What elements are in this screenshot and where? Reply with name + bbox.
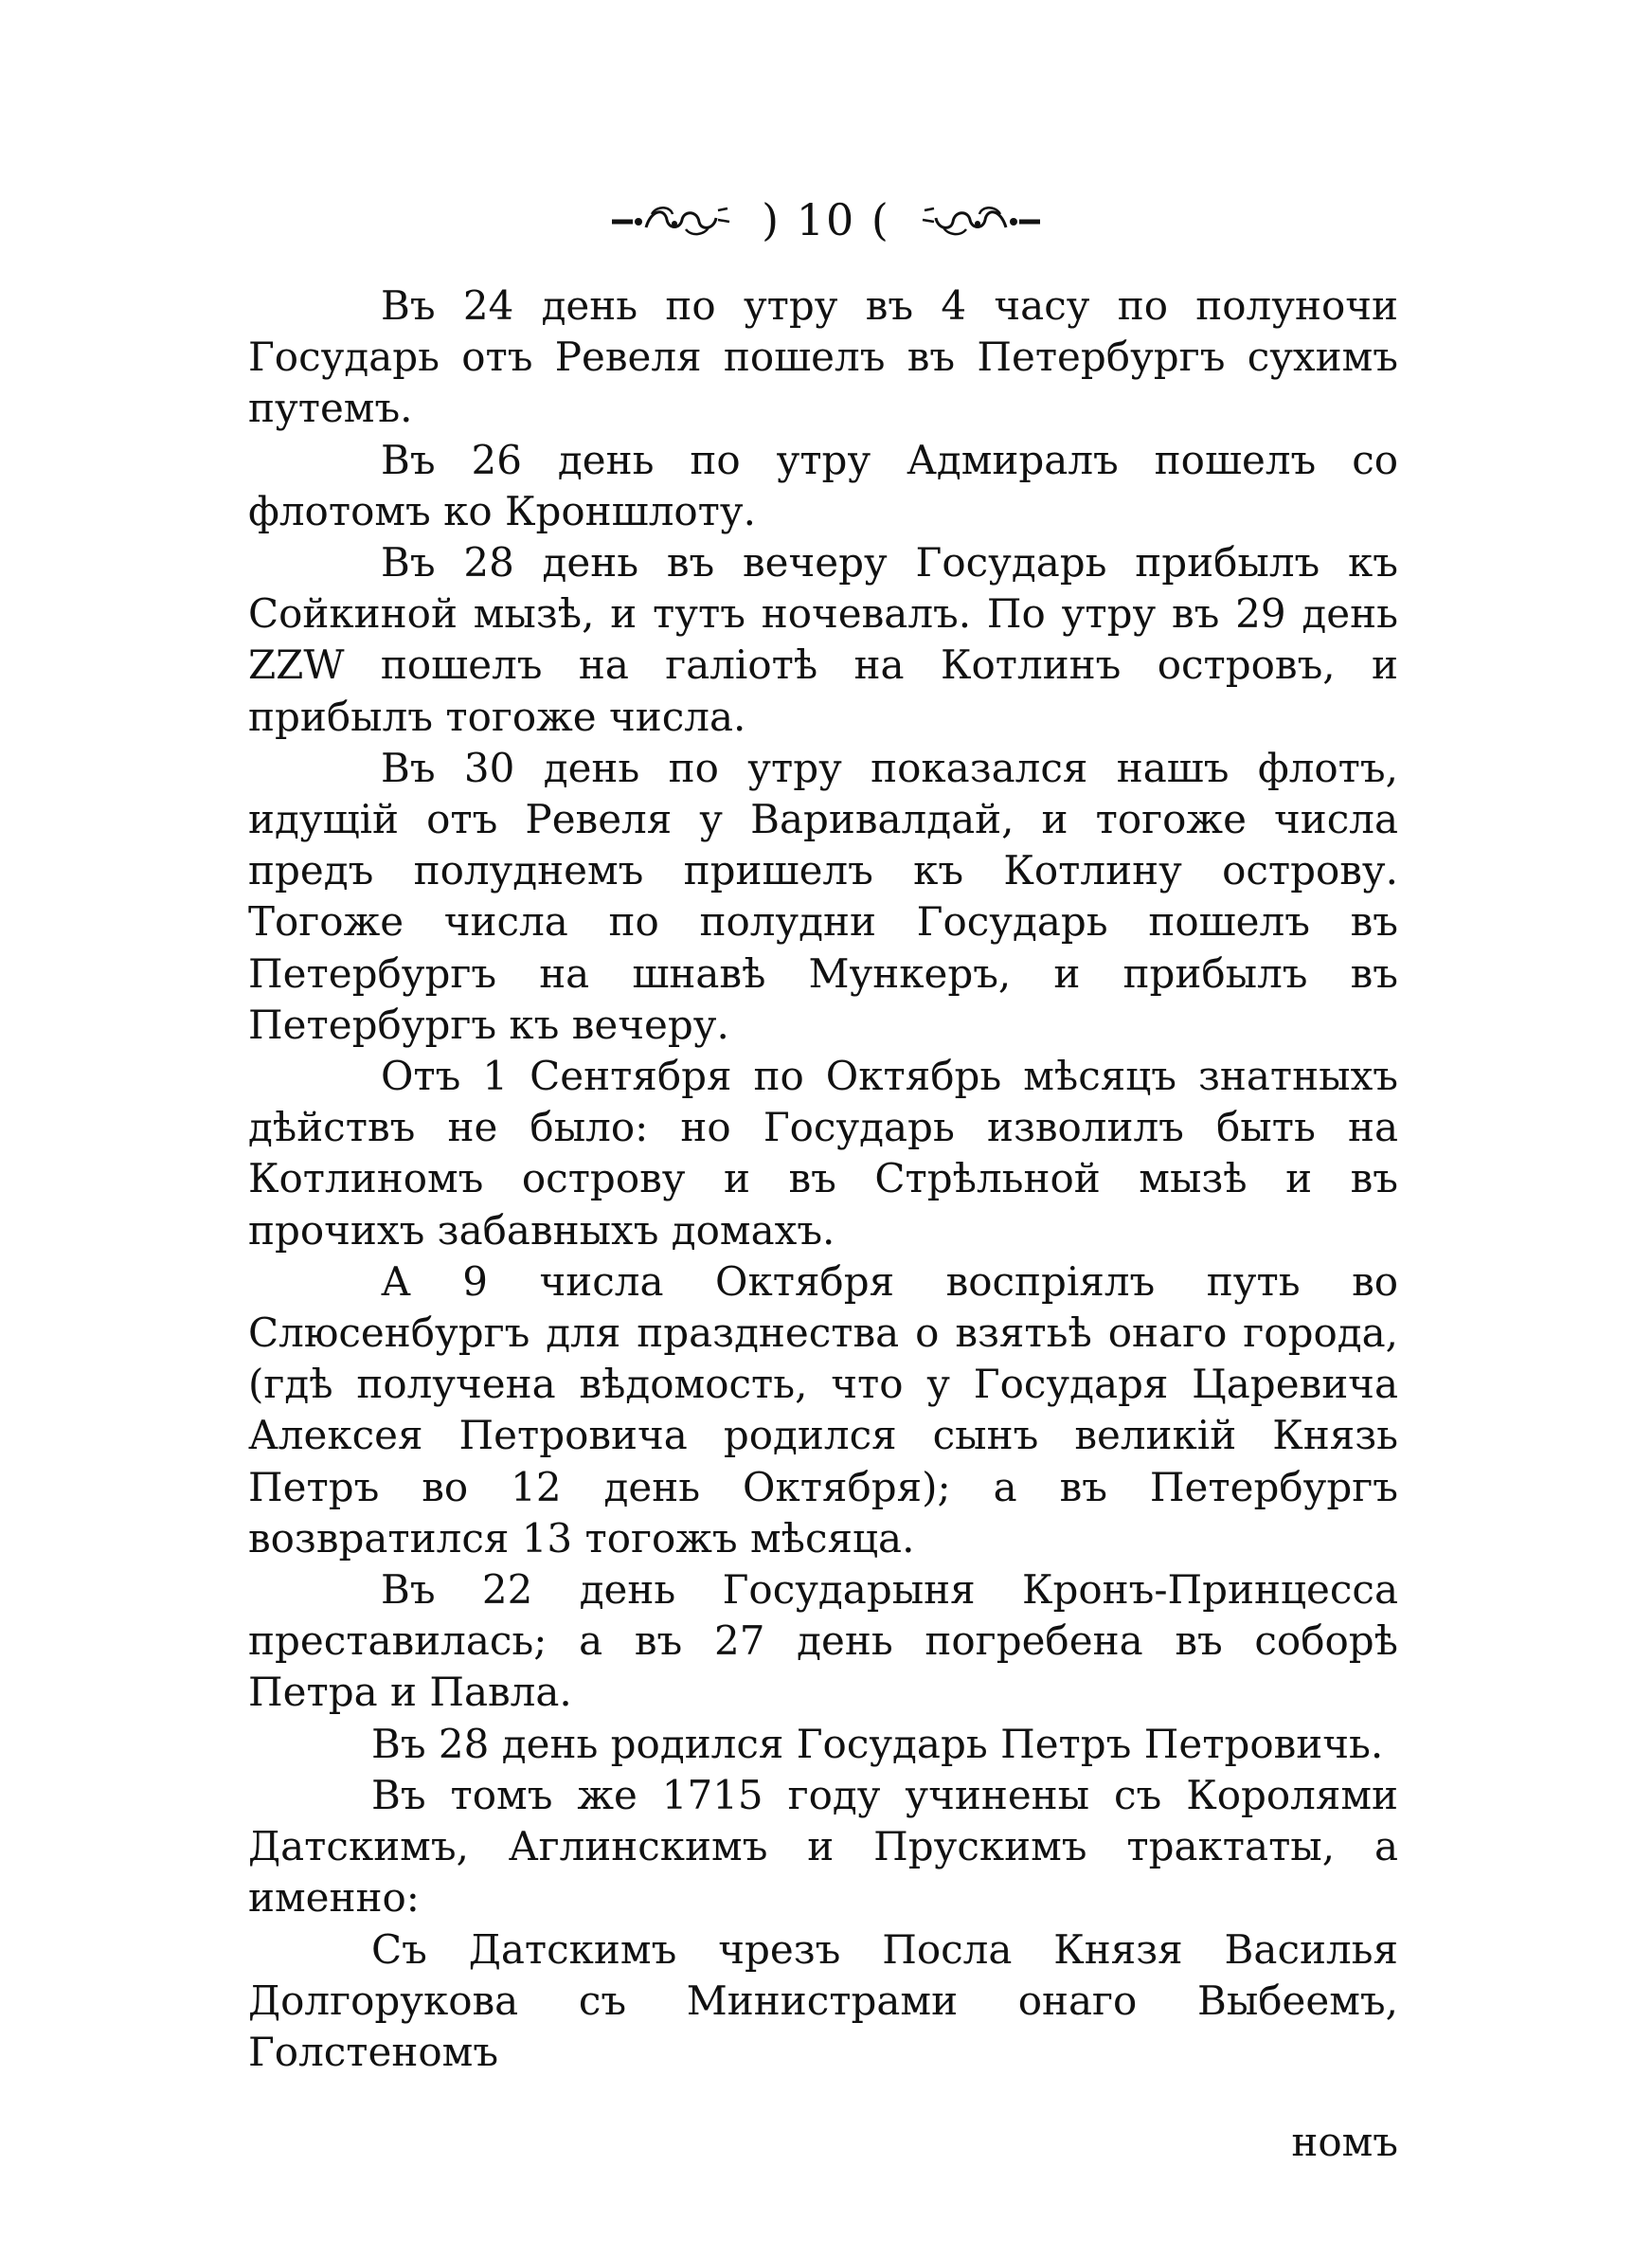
catchword: номъ — [1291, 2119, 1398, 2165]
page-number: ) 10 ( — [762, 194, 890, 245]
paragraph: А 9 числа Октября воспріялъ путь во Слюсенбургъ для празднества о взятьѣ онаго города, (гдѣ получена вѣдомость, что у Государя Царевича Алексея Петровича родился сынъ великій Князь Петръ во 12 день Октября); а въ Петербургъ возвратился 13 тогожъ мѣсяца. — [248, 1257, 1398, 1562]
paragraph: Въ 30 день по утру показался нашъ флотъ, идущій отъ Ревеля у Варивалдай, и тогоже числа предъ полуднемъ пришелъ къ Котлину острову. Тогоже числа по полудни Государь пошелъ въ Петербургъ на шнавѣ Мункеръ, и прибылъ въ Петербургъ къ вечеру. — [248, 744, 1398, 1048]
paragraph: Съ Датскимъ чрезъ Посла Князя Василья Долгорукова съ Министрами онаго Выбеемъ, Голстеномъ — [248, 1925, 1398, 2075]
paragraph: Въ томъ же 1715 году учинены съ Королями Датскимъ, Аглинскимъ и Прускимъ трактаты, а именно: — [248, 1771, 1398, 1922]
paragraph: Въ 24 день по утру въ 4 часу по полуночи Государь отъ Ревеля пошелъ въ Петербургъ сухимъ путемъ. — [248, 282, 1398, 432]
paragraph: Въ 28 день въ вечеру Государь прибылъ къ Сойкиной мызѣ, и тутъ ночевалъ. По утру въ 29 день ZZW пошелъ на галіотѣ на Котлинъ островъ, и прибылъ тогоже числа. — [248, 539, 1398, 740]
paragraph: Въ 26 день по утру Адмиралъ пошелъ со флотомъ ко Кроншлоту. — [248, 436, 1398, 534]
page-header — [0, 188, 1652, 248]
paragraph: Въ 22 день Государыня Кронъ-Принцесса преставилась; а въ 27 день погребена въ соборѣ Петра и Павла. — [248, 1566, 1398, 1716]
ornament-right-icon — [919, 201, 1042, 239]
main-text — [248, 280, 1398, 2078]
paragraph: Отъ 1 Сентября по Октябрь мѣсяцъ знатныхъ дѣйствъ не было: но Государь изволилъ быть на Котлиномъ острову и въ Стрѣльной мызѣ и въ прочихъ забавныхъ домахъ. — [248, 1053, 1398, 1254]
paragraph: Въ 28 день родился Государь Петръ Петровичь. — [371, 1720, 1384, 1767]
ornament-left-icon — [610, 201, 733, 239]
